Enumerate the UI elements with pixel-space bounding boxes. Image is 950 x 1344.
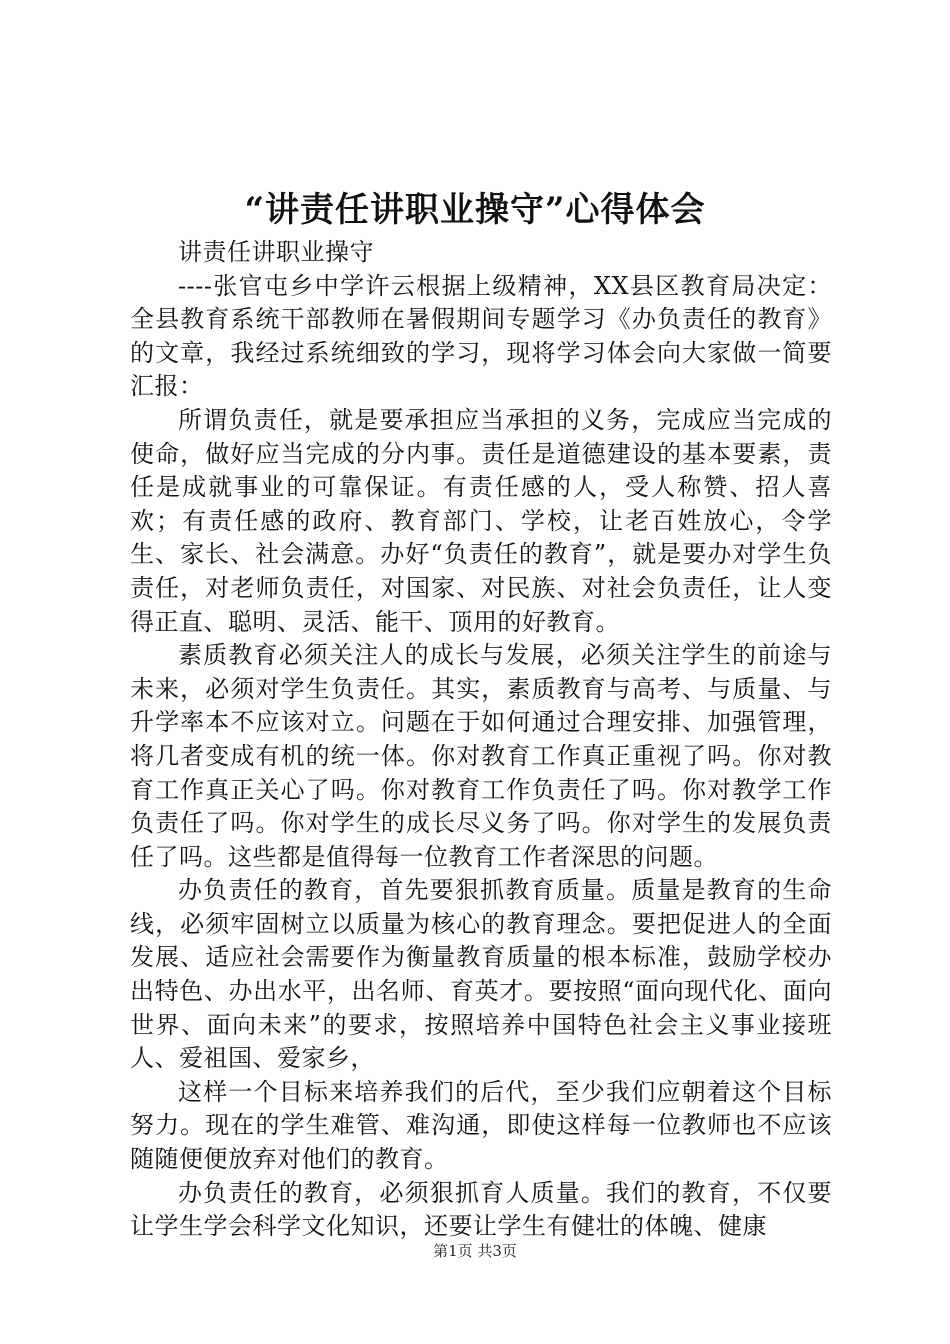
paragraph: 办负责任的教育，首先要狠抓教育质量。质量是教育的生命线，必须牢固树立以质量为核心的教育理念。要把促进人的全面发展、适应社会需要作为衡量教育质量的根本标准，鼓励学校办出特色、办出水平，出名师、育英才。要按照“面向现代化、面向世界、面向未来”的要求，按照培养中国特色社会主义事业接班人、爱祖国、爱家乡，	[130, 876, 832, 1073]
page-number-footer: 第1页 共3页	[433, 1242, 517, 1260]
paragraph-intro: ----张官屯乡中学许云根据上级精神，XX县区教育局决定：全县教育系统干部教师在暑假期间专题学习《办负责任的教育》的文章，我经过系统细致的学习，现将学习体会向大家做一简要汇报：	[130, 271, 832, 401]
paragraph-subtitle: 讲责任讲职业操守	[178, 238, 374, 266]
document-title: “讲责任讲职业操守”心得体会	[244, 190, 706, 230]
paragraph: 这样一个目标来培养我们的后代，至少我们应朝着这个目标努力。现在的学生难管、难沟通，即使这样每一位教师也不应该随随便便放弃对他们的教育。	[130, 1077, 832, 1174]
document-body	[130, 236, 832, 1244]
paragraph: 办负责任的教育，必须狠抓育人质量。我们的教育，不仅要让学生学会科学文化知识，还要让学生有健壮的体魄、健康	[130, 1178, 832, 1241]
paragraph: 所谓负责任，就是要承担应当承担的义务，完成应当完成的使命，做好应当完成的分内事。责任是道德建设的基本要素，责任是成就事业的可靠保证。有责任感的人，受人称赞、招人喜欢；有责任感的政府、教育部门、学校，让老百姓放心，令学生、家长、社会满意。办好“负责任的教育”，就是要办对学生负责任，对老师负责任，对国家、对民族、对社会负责任，让人变得正直、聪明、灵活、能干、顶用的好教育。	[130, 405, 832, 636]
paragraph: 素质教育必须关注人的成长与发展，必须关注学生的前途与未来，必须对学生负责任。其实，素质教育与高考、与质量、与升学率本不应该对立。问题在于如何通过合理安排、加强管理，将几者变成有机的统一体。你对教育工作真正重视了吗。你对教育工作真正关心了吗。你对教育工作负责任了吗。你对教学工作负责任了吗。你对学生的成长尽义务了吗。你对学生的发展负责任了吗。这些都是值得每一位教育工作者深思的问题。	[130, 641, 832, 871]
